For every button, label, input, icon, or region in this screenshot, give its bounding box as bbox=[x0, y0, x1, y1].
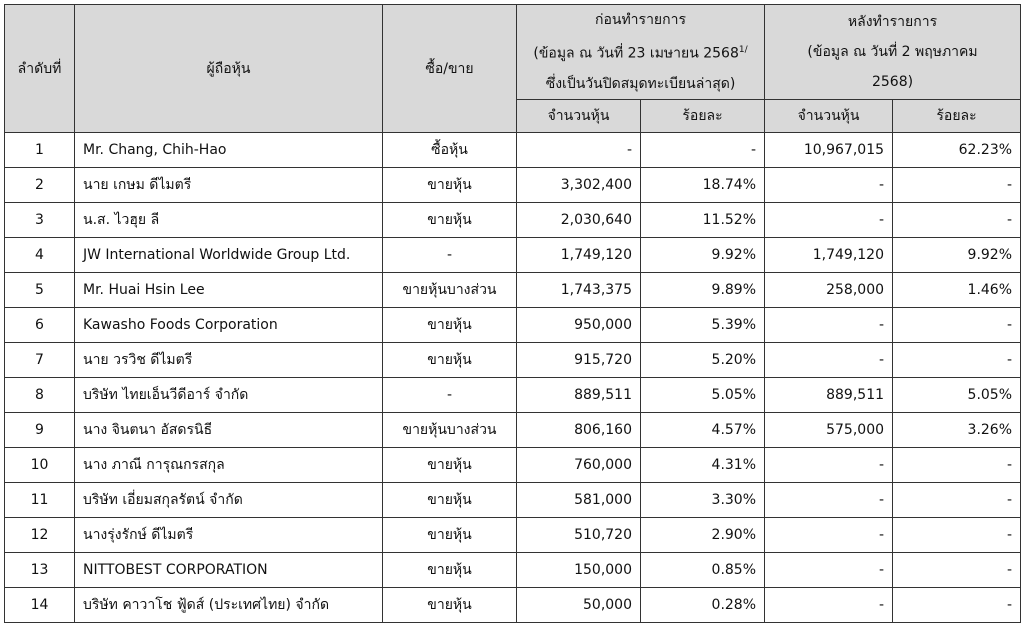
cell-no: 10 bbox=[5, 448, 75, 483]
table-row bbox=[5, 273, 1021, 308]
header-before-date bbox=[521, 35, 760, 69]
cell-action: ขายหุ้น bbox=[383, 588, 517, 623]
cell-after-percent: - bbox=[893, 308, 1021, 343]
cell-before-shares: 915,720 bbox=[517, 343, 641, 378]
cell-before-shares: 510,720 bbox=[517, 518, 641, 553]
table-row bbox=[5, 483, 1021, 518]
cell-after-shares: 258,000 bbox=[765, 273, 893, 308]
header-holder: ผู้ถือหุ้น bbox=[75, 5, 383, 133]
table-row bbox=[5, 413, 1021, 448]
cell-holder: นาง ภาณี การุณกรสกุล bbox=[75, 448, 383, 483]
header-no: ลำดับที่ bbox=[5, 5, 75, 133]
cell-after-percent: - bbox=[893, 448, 1021, 483]
cell-action: ซื้อหุ้น bbox=[383, 133, 517, 168]
cell-no: 12 bbox=[5, 518, 75, 553]
cell-after-percent: - bbox=[893, 588, 1021, 623]
cell-after-shares: - bbox=[765, 483, 893, 518]
cell-after-shares: 1,749,120 bbox=[765, 238, 893, 273]
cell-action: ขายหุ้นบางส่วน bbox=[383, 273, 517, 308]
cell-before-shares: 50,000 bbox=[517, 588, 641, 623]
cell-holder: Kawasho Foods Corporation bbox=[75, 308, 383, 343]
cell-action: ขายหุ้น bbox=[383, 448, 517, 483]
cell-holder: นาย เกษม ดีไมตรี bbox=[75, 168, 383, 203]
cell-before-percent: 4.31% bbox=[641, 448, 765, 483]
header-before-footnote: 1/ bbox=[738, 45, 748, 56]
cell-before-percent: 5.39% bbox=[641, 308, 765, 343]
cell-after-percent: - bbox=[893, 483, 1021, 518]
cell-after-shares: - bbox=[765, 308, 893, 343]
cell-holder: บริษัท เอี่ยมสกุลรัตน์ จำกัด bbox=[75, 483, 383, 518]
cell-before-percent: 5.05% bbox=[641, 378, 765, 413]
cell-before-shares: 760,000 bbox=[517, 448, 641, 483]
header-before-date-text: (ข้อมูล ณ วันที่ 23 เมษายน 2568 bbox=[533, 45, 739, 62]
cell-before-percent: 4.57% bbox=[641, 413, 765, 448]
cell-after-shares: 575,000 bbox=[765, 413, 893, 448]
cell-holder: NITTOBEST CORPORATION bbox=[75, 553, 383, 588]
cell-after-percent: - bbox=[893, 168, 1021, 203]
cell-action: - bbox=[383, 378, 517, 413]
cell-before-shares: 1,743,375 bbox=[517, 273, 641, 308]
header-before-title: ก่อนทำรายการ bbox=[595, 12, 686, 29]
cell-holder: น.ส. ไวฮุย ลี bbox=[75, 203, 383, 238]
cell-action: ขายหุ้น bbox=[383, 203, 517, 238]
cell-no: 7 bbox=[5, 343, 75, 378]
header-before-group bbox=[517, 5, 765, 100]
cell-after-shares: - bbox=[765, 518, 893, 553]
cell-holder: นางรุ่งรักษ์ ดีไมตรี bbox=[75, 518, 383, 553]
cell-after-percent: 5.05% bbox=[893, 378, 1021, 413]
cell-no: 5 bbox=[5, 273, 75, 308]
cell-holder: นาง จินตนา อัสดรนิธี bbox=[75, 413, 383, 448]
cell-before-percent: 9.89% bbox=[641, 273, 765, 308]
cell-before-percent: 11.52% bbox=[641, 203, 765, 238]
table-row bbox=[5, 518, 1021, 553]
cell-action: ขายหุ้น bbox=[383, 518, 517, 553]
header-after-shares: จำนวนหุ้น bbox=[765, 100, 893, 133]
table-row bbox=[5, 238, 1021, 273]
header-before-percent: ร้อยละ bbox=[641, 100, 765, 133]
cell-holder: Mr. Huai Hsin Lee bbox=[75, 273, 383, 308]
shareholder-table bbox=[4, 4, 1021, 623]
cell-before-percent: 0.85% bbox=[641, 553, 765, 588]
cell-no: 11 bbox=[5, 483, 75, 518]
cell-holder: บริษัท คาวาโช ฟู้ดส์ (ประเทศไทย) จำกัด bbox=[75, 588, 383, 623]
table-row bbox=[5, 553, 1021, 588]
cell-no: 6 bbox=[5, 308, 75, 343]
table-row bbox=[5, 343, 1021, 378]
cell-before-percent: 0.28% bbox=[641, 588, 765, 623]
cell-after-shares: - bbox=[765, 168, 893, 203]
cell-before-shares: 2,030,640 bbox=[517, 203, 641, 238]
cell-after-percent: - bbox=[893, 553, 1021, 588]
cell-no: 4 bbox=[5, 238, 75, 273]
cell-no: 1 bbox=[5, 133, 75, 168]
cell-before-shares: - bbox=[517, 133, 641, 168]
cell-before-shares: 950,000 bbox=[517, 308, 641, 343]
cell-holder: บริษัท ไทยเอ็นวีดีอาร์ จำกัด bbox=[75, 378, 383, 413]
header-after-year: 2568) bbox=[871, 74, 914, 90]
cell-after-shares: - bbox=[765, 448, 893, 483]
cell-action: ขายหุ้น bbox=[383, 483, 517, 518]
cell-before-percent: 18.74% bbox=[641, 168, 765, 203]
table-row bbox=[5, 203, 1021, 238]
cell-before-shares: 150,000 bbox=[517, 553, 641, 588]
cell-after-percent: 62.23% bbox=[893, 133, 1021, 168]
cell-no: 9 bbox=[5, 413, 75, 448]
cell-action: ขายหุ้น bbox=[383, 553, 517, 588]
cell-no: 8 bbox=[5, 378, 75, 413]
cell-after-percent: - bbox=[893, 203, 1021, 238]
cell-action: ขายหุ้น bbox=[383, 168, 517, 203]
header-after-percent: ร้อยละ bbox=[893, 100, 1021, 133]
header-after-date: (ข้อมูล ณ วันที่ 2 พฤษภาคม bbox=[807, 44, 978, 60]
cell-after-shares: 10,967,015 bbox=[765, 133, 893, 168]
cell-after-shares: - bbox=[765, 343, 893, 378]
cell-after-shares: - bbox=[765, 553, 893, 588]
cell-action: - bbox=[383, 238, 517, 273]
cell-before-percent: 9.92% bbox=[641, 238, 765, 273]
table-row bbox=[5, 588, 1021, 623]
cell-before-shares: 581,000 bbox=[517, 483, 641, 518]
header-after-group bbox=[765, 5, 1021, 100]
cell-before-shares: 1,749,120 bbox=[517, 238, 641, 273]
cell-no: 13 bbox=[5, 553, 75, 588]
cell-after-percent: 9.92% bbox=[893, 238, 1021, 273]
table-row bbox=[5, 378, 1021, 413]
cell-before-percent: 3.30% bbox=[641, 483, 765, 518]
cell-before-shares: 806,160 bbox=[517, 413, 641, 448]
cell-no: 3 bbox=[5, 203, 75, 238]
cell-before-shares: 3,302,400 bbox=[517, 168, 641, 203]
cell-action: ขายหุ้น bbox=[383, 343, 517, 378]
cell-after-percent: 3.26% bbox=[893, 413, 1021, 448]
cell-after-shares: - bbox=[765, 588, 893, 623]
table-row bbox=[5, 168, 1021, 203]
table-row bbox=[5, 133, 1021, 168]
cell-holder: JW International Worldwide Group Ltd. bbox=[75, 238, 383, 273]
header-after-title: หลังทำรายการ bbox=[847, 14, 938, 30]
header-before-shares: จำนวนหุ้น bbox=[517, 100, 641, 133]
cell-holder: นาย วรวิช ดีไมตรี bbox=[75, 343, 383, 378]
cell-before-percent: 2.90% bbox=[641, 518, 765, 553]
table-row bbox=[5, 448, 1021, 483]
cell-after-percent: - bbox=[893, 518, 1021, 553]
cell-after-shares: - bbox=[765, 203, 893, 238]
cell-action: ขายหุ้นบางส่วน bbox=[383, 413, 517, 448]
cell-before-percent: 5.20% bbox=[641, 343, 765, 378]
header-before-note: ซึ่งเป็นวันปิดสมุดทะเบียนล่าสุด) bbox=[545, 75, 736, 92]
header-action: ซื้อ/ขาย bbox=[383, 5, 517, 133]
cell-after-shares: 889,511 bbox=[765, 378, 893, 413]
cell-before-percent: - bbox=[641, 133, 765, 168]
cell-action: ขายหุ้น bbox=[383, 308, 517, 343]
cell-after-percent: - bbox=[893, 343, 1021, 378]
cell-no: 14 bbox=[5, 588, 75, 623]
cell-holder: Mr. Chang, Chih-Hao bbox=[75, 133, 383, 168]
cell-no: 2 bbox=[5, 168, 75, 203]
cell-before-shares: 889,511 bbox=[517, 378, 641, 413]
table-row bbox=[5, 308, 1021, 343]
cell-after-percent: 1.46% bbox=[893, 273, 1021, 308]
